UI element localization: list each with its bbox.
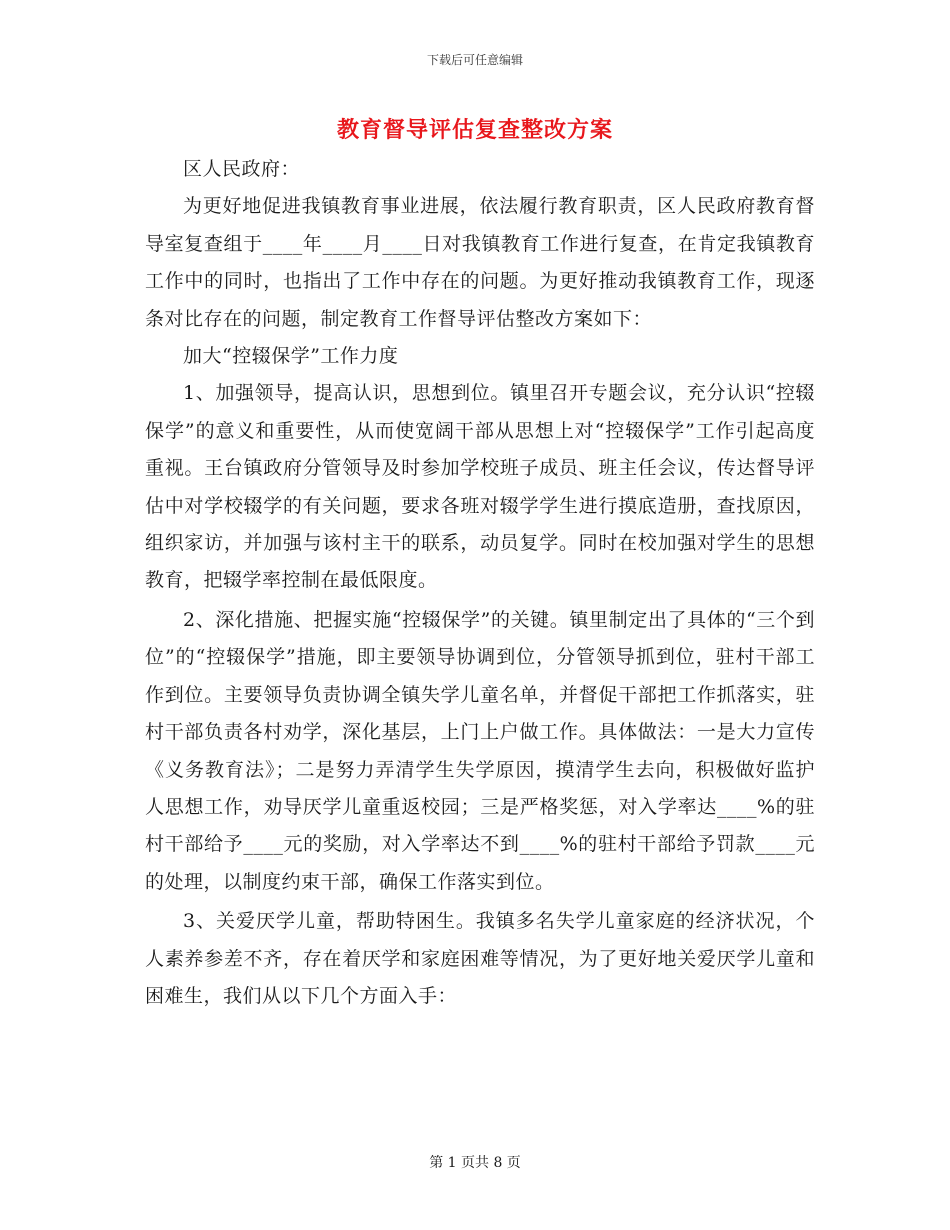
page-number: 第 1 页共 8 页 bbox=[429, 1155, 521, 1171]
section-heading: 加大“控辍保学”工作力度 bbox=[183, 345, 399, 368]
paragraph-item-3: 3、关爱厌学儿童，帮助特困生。我镇多名失学儿童家庭的经济状况，个人素养参差不齐，存在着厌学和家庭困难等情况，为了更好地关爱厌学儿童和困难生，我们从以下几个方面入手： bbox=[145, 910, 815, 1007]
document-title: 教育督导评估复查整改方案 bbox=[336, 117, 613, 143]
document-body bbox=[145, 151, 815, 1015]
paragraph-item-1: 1、加强领导，提高认识，思想到位。镇里召开专题会议，充分认识“控辍保学”的意义和重要性，从而使宽阔干部从思想上对“控辍保学”工作引起高度重视。王台镇政府分管领导及时参加学校班子成员、班主任会议，传达督导评估中对学校辍学的有关问题，要求各班对辍学学生进行摸底造册，查找原因，组织家访，并加强与该村主干的联系，动员复学。同时在校加强对学生的思想教育，把辍学率控制在最低限度。 bbox=[145, 382, 815, 592]
header-note: 下载后可任意编辑 bbox=[426, 53, 523, 67]
salutation: 区人民政府： bbox=[183, 158, 301, 180]
paragraph-intro: 为更好地促进我镇教育事业进展，依法履行教育职责，区人民政府教育督导室复查组于____年____月____日对我镇教育工作进行复查，在肯定我镇教育工作中的同时，也指出了工作中存在的问题。为更好推动我镇教育工作，现逐条对比存在的问题，制定教育工作督导评估整改方案如下： bbox=[145, 195, 815, 330]
paragraph-item-2: 2、深化措施、把握实施“控辍保学”的关键。镇里制定出了具体的“三个到位”的“控辍保学”措施，即主要领导协调到位，分管领导抓到位，驻村干部工作到位。主要领导负责协调全镇失学儿童名单，并督促干部把工作抓落实，驻村干部负责各村劝学，深化基层，上门上户做工作。具体做法：一是大力宣传《义务教育法》；二是努力弄清学生失学原因，摸清学生去向，积极做好监护人思想工作，劝导厌学儿童重返校园；三是严格奖惩，对入学率达____%的驻村干部给予____元的奖励，对入学率达不到____%的驻村干部给予罚款____元的处理，以制度约束干部，确保工作落实到位。 bbox=[145, 608, 815, 893]
